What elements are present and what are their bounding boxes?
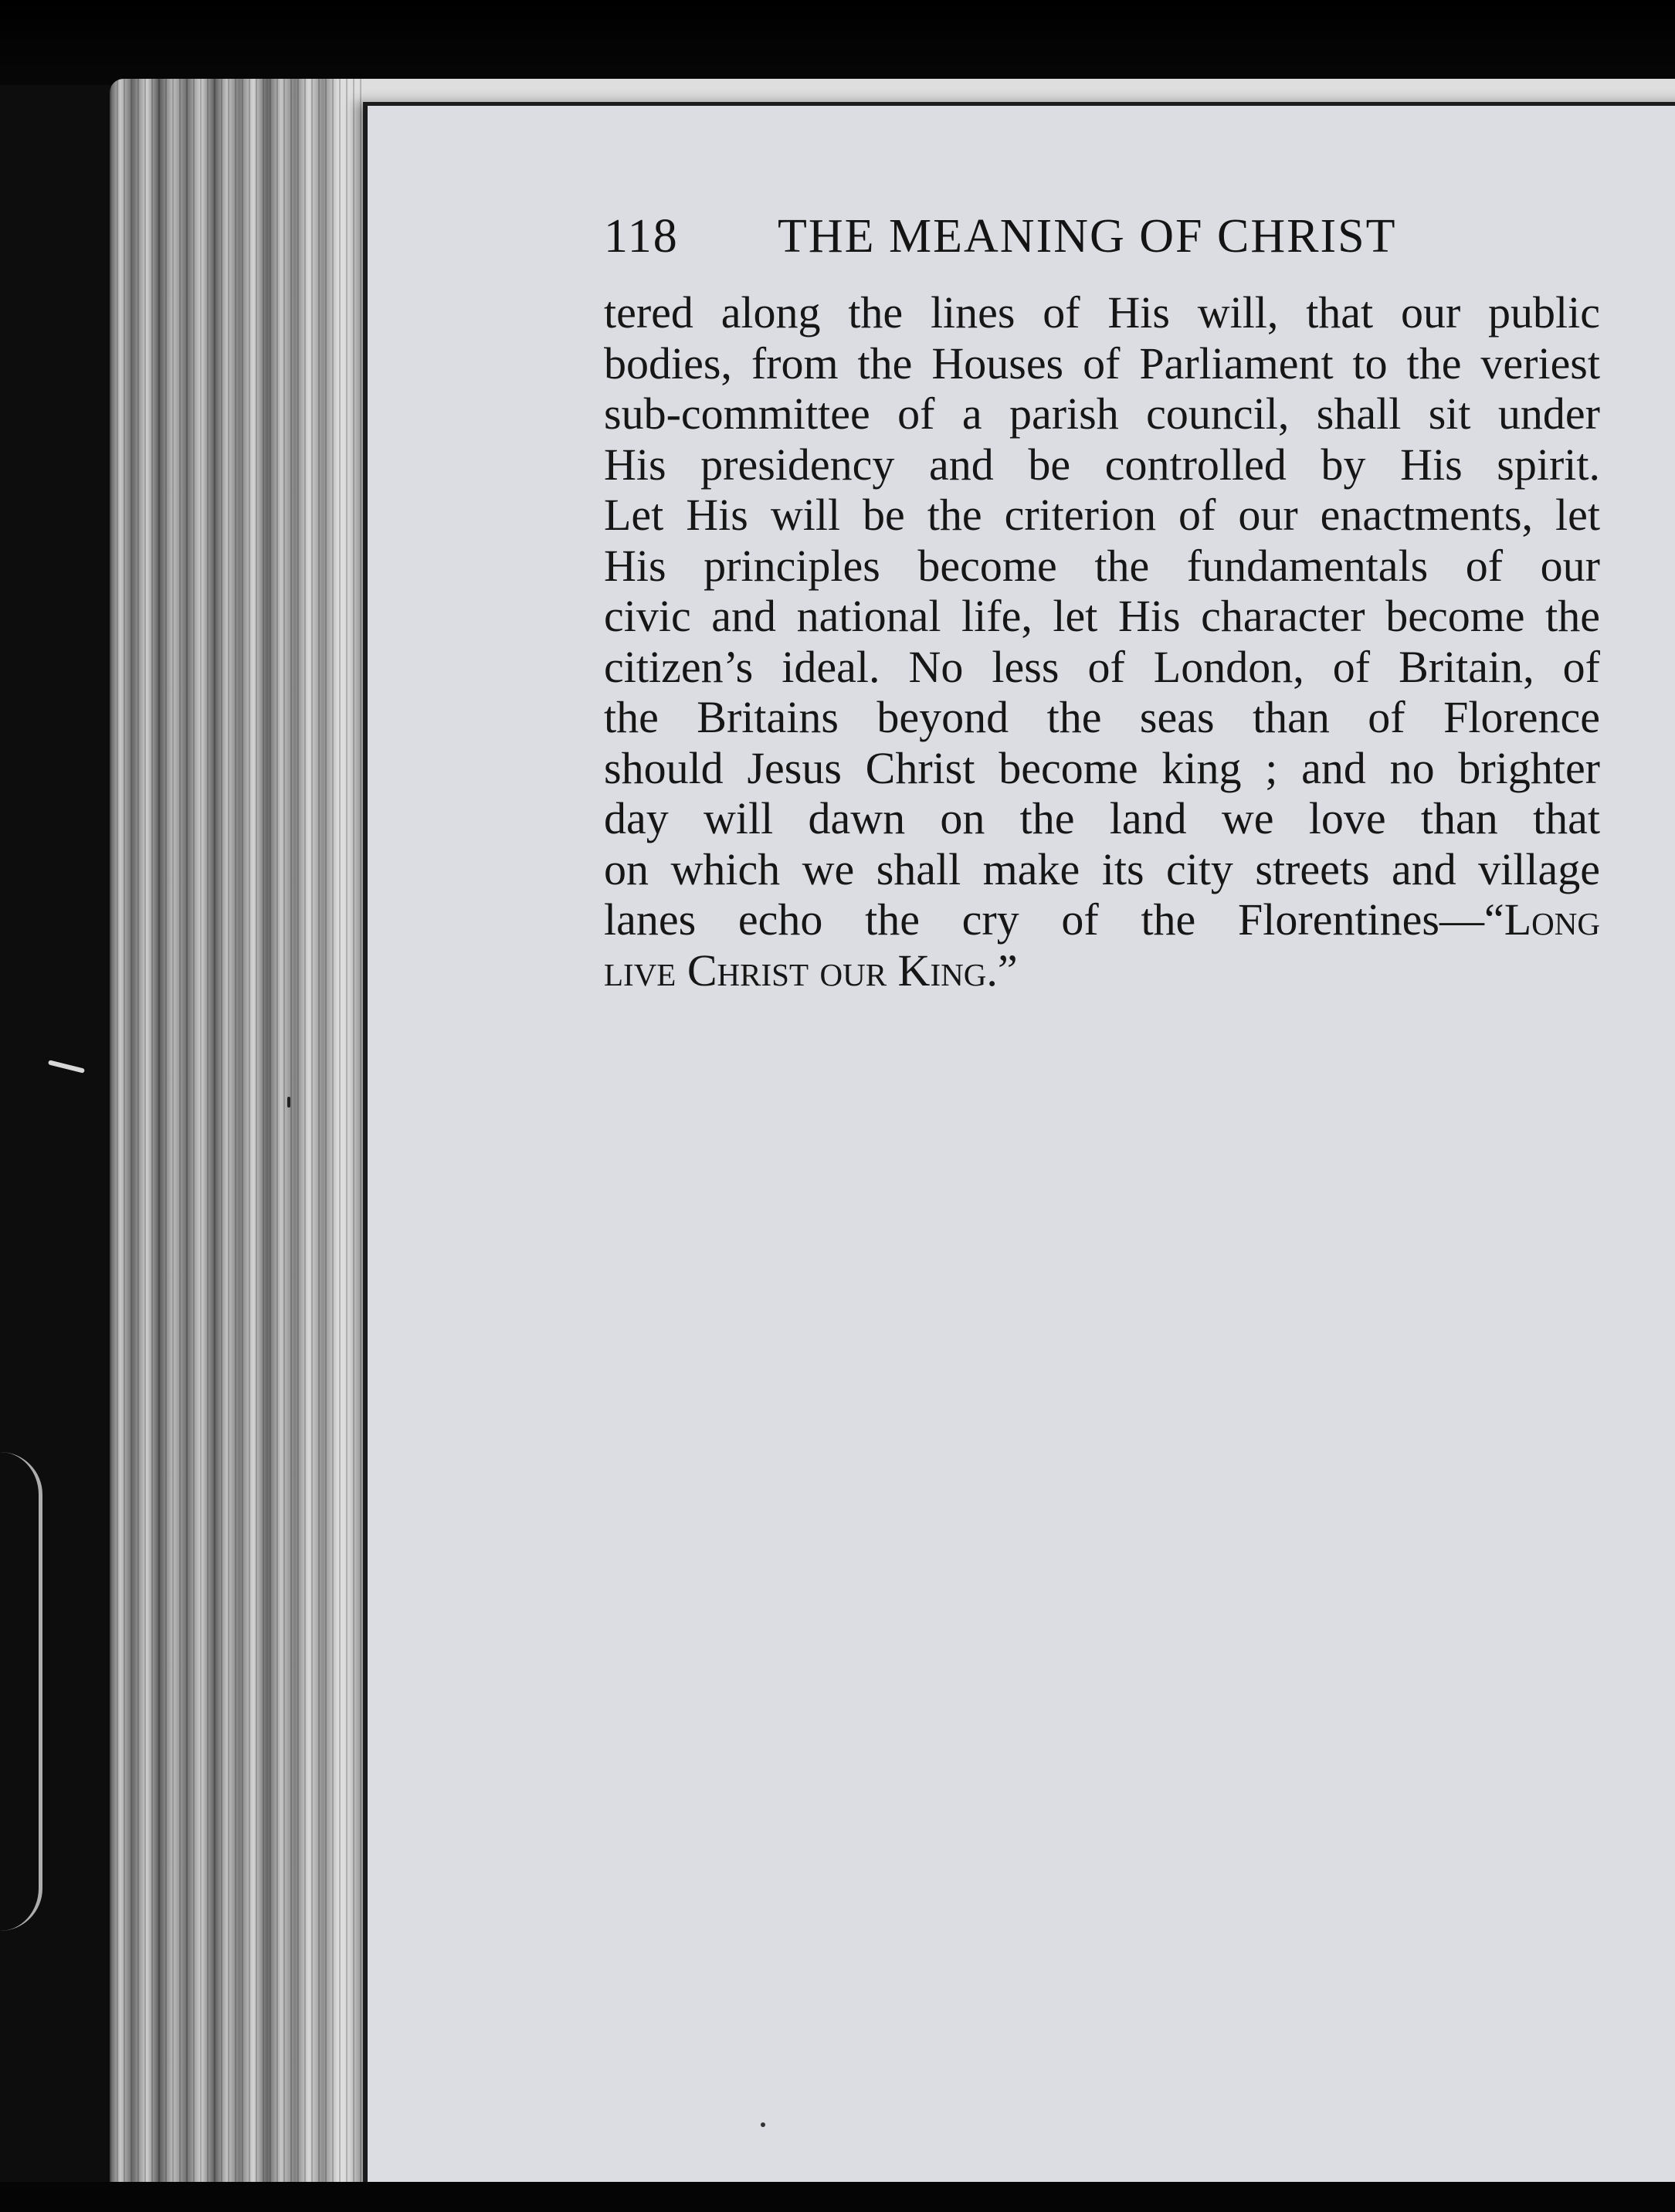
text-line: sub-committee of a parish council, shall sit under bbox=[604, 388, 1600, 439]
text-line: should Jesus Christ become king ; and no brighter bbox=[604, 742, 1600, 793]
text-line: bodies, from the Houses of Parliament to the veriest bbox=[604, 338, 1600, 388]
text-line-with-smallcaps bbox=[604, 894, 1600, 945]
scan-edge-mark bbox=[48, 1060, 85, 1073]
running-head bbox=[604, 207, 1422, 266]
text-line: day will dawn on the land we love than that bbox=[604, 793, 1600, 843]
text-line: His presidency and be controlled by His spirit. bbox=[604, 439, 1600, 490]
body-text bbox=[604, 287, 1600, 996]
smallcaps-word: Long bbox=[1504, 894, 1600, 945]
text-line: Let His will be the criterion of our enactments, let bbox=[604, 490, 1600, 540]
closing-quote: ” bbox=[997, 945, 1018, 996]
page-stack-lines bbox=[110, 79, 364, 2195]
text-line: tered along the lines of His will, that our public bbox=[604, 287, 1600, 338]
text-line: His principles become the fundamentals of our bbox=[604, 540, 1600, 591]
scan-top-shadow bbox=[0, 0, 1675, 85]
text-line: the Britains beyond the seas than of Florence bbox=[604, 692, 1600, 742]
scan-speck bbox=[287, 1097, 290, 1108]
text-line: on which we shall make its city streets and village bbox=[604, 843, 1600, 894]
text-line: citizen’s ideal. No less of London, of Britain, of bbox=[604, 641, 1600, 692]
text-line: civic and national life, let His character become the bbox=[604, 591, 1600, 641]
smallcaps-phrase: live Christ our King. bbox=[604, 945, 998, 996]
page-number: 118 bbox=[604, 210, 679, 263]
scan-bottom-shadow bbox=[0, 2182, 1675, 2212]
scan-speck bbox=[761, 2122, 765, 2127]
book-cover-edge bbox=[0, 1452, 42, 1931]
running-title: THE MEANING OF CHRIST bbox=[778, 210, 1397, 263]
closing-line bbox=[604, 945, 1600, 996]
text-line-lead: lanes echo the cry of the Florentines—“ bbox=[604, 894, 1504, 945]
